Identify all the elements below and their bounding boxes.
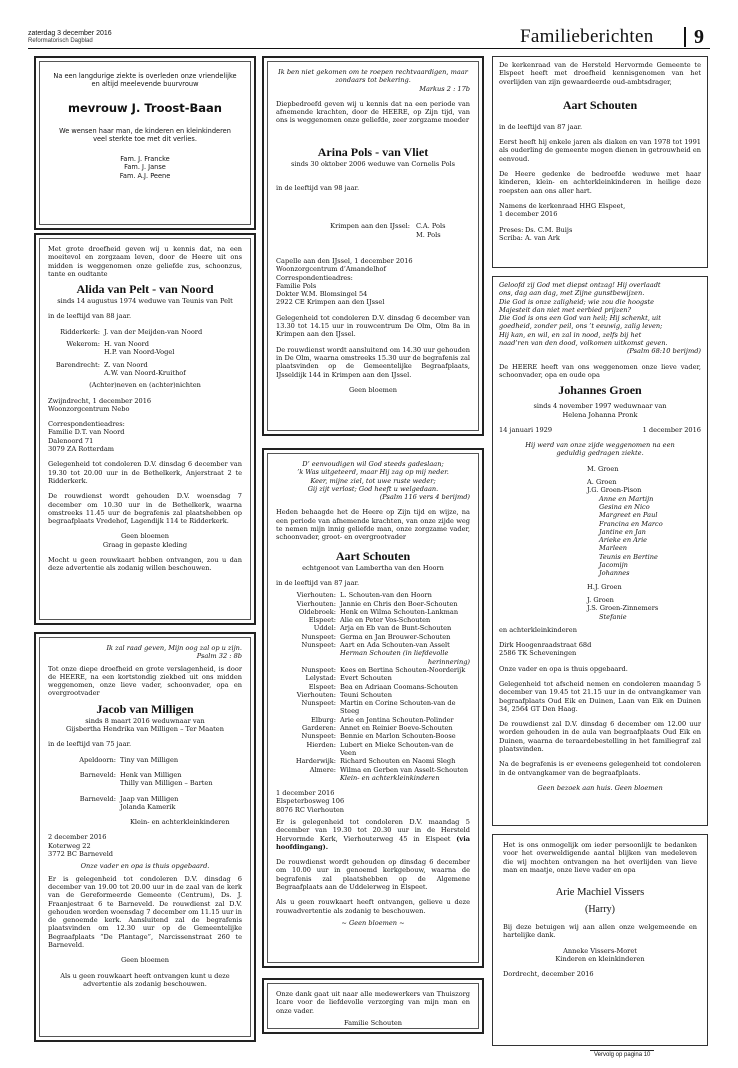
psalm-line: goedheid, zonder peil, ons ’t eeuwig, zalig leven;: [499, 322, 663, 331]
place-date: Zwijndrecht, 1 december 2016: [48, 396, 152, 405]
relative-row: [276, 591, 470, 599]
correspondence-line: Dokter W.M. Blomsingel 54: [276, 290, 368, 299]
notice-intro: Diepbedroefd geven wij u kennis dat na een periode van afnemende krachten, door de HEERE, op Zijn tijd, van ons is weggenomen onze geliefde, zeer zorgzame moeder: [276, 99, 470, 125]
deceased-name: Arina Pols - van Vliet: [317, 144, 429, 159]
correspondence-line: Dalenoord 71: [48, 436, 94, 445]
relative-place: [276, 649, 336, 657]
relative-place: Nunspeet:: [301, 732, 336, 741]
relative-row: [276, 732, 470, 740]
relatives-list: [499, 465, 701, 634]
page-number: 9: [694, 26, 704, 48]
card-note: Als u geen rouwkaart heeft ontvangen kunt u deze advertentie als zodanig beschouwen.: [60, 971, 230, 988]
family-member: Marleen: [599, 544, 627, 553]
psalm-line: Die God is onze zaligheid; wie zou die hoogste: [499, 297, 655, 306]
on-behalf-line: Namens de kerkenraad HHG Elspeet,: [499, 201, 626, 210]
bible-quote: Ik zal raad geven, Mijn oog zal op u zijn.: [106, 644, 242, 652]
deceased-subtitle: echtgenoot van Lambertha van den Hoorn: [302, 563, 444, 572]
relative-row: [48, 348, 242, 356]
relative-row: [276, 608, 470, 616]
signatory: Kinderen en kleinkinderen: [555, 955, 645, 964]
relative-place: [64, 803, 120, 811]
relative-place: Vierhouten:: [296, 690, 336, 699]
psalm-quote: [499, 281, 701, 347]
funeral-info: De rouwdienst wordt aansluitend om 14.30 uur gehouden in De Olm, waarna omstreeks 15.30 uur de begrafenis zal plaatsvinden op de Gemeentelijke Begraafplaats, IJsseldijk 144 in Krimpen aan den IJssel.: [276, 345, 470, 379]
correspondence-label: Correspondentieadres:: [48, 420, 125, 429]
relative-row: [48, 756, 242, 764]
condolence-info: Gelegenheid tot condoleren D.V. dinsdag 6 december van 13.30 tot 14.15 uur in rouwcentrum De Olm, Olm 8a in Krimpen aan den IJssel.: [276, 313, 470, 339]
relative-place: Barendrecht:: [55, 360, 100, 369]
notice-intro: De kerkenraad van de Hersteld Hervormde Gemeente te Elspeet heeft met droefheid kennisgenomen van het overlijden van zijn gewaardeerde oud-ambtsdrager,: [499, 61, 701, 86]
deceased-name: Jacob van Milligen: [96, 701, 194, 716]
relative-place: Uddel:: [313, 624, 336, 633]
extended-family: (Achter)neven en (achter)nichten: [89, 381, 201, 390]
family-member: J. Groen: [587, 595, 614, 604]
relative-name: Arie en Jentina Schouten-Polinder: [340, 715, 454, 724]
deceased-name: mevrouw J. Troost-Baan: [68, 100, 222, 115]
relative-place: Apeldoorn:: [79, 755, 116, 764]
relative-name: Aart en Ada Schouten-van Asselt: [340, 641, 450, 650]
family-member: Jantine en Jan: [599, 527, 646, 536]
no-flowers-note: ~ Geen bloemen ~: [341, 918, 405, 927]
relative-name: Jannie en Chris den Boer-Schouten: [340, 599, 458, 608]
address-line: 2586 TK Scheveningen: [499, 649, 577, 658]
officer-role: Scriba:: [499, 233, 523, 242]
relative-row: [276, 666, 470, 674]
service-text: Eerst heeft hij enkele jaren als diaken en van 1978 tot 1991 als ouderling de gemeente mogen dienen in getrouwheid en eenvoud.: [499, 138, 701, 163]
no-flowers-note: Geen bloemen: [120, 956, 170, 965]
relative-place: Lelystad:: [305, 674, 336, 683]
notice-intro: Heden behaagde het de Heere op Zijn tijd en wijze, na een periode van afnemende krachten, van onze zijde weg te nemen mijn innig geliefde man, onze zorgzame vader, schoonvader, groot- en overgrootvader: [276, 508, 470, 542]
relative-row: [276, 766, 470, 774]
relative-name: Henk en Wilma Schouten-Lankman: [340, 607, 459, 616]
deceased-subtitle: sinds 30 oktober 2006 weduwe van Cornelis Pols: [290, 159, 456, 168]
family-member: J.G. Groen-Pison: [587, 486, 642, 495]
dress-note: Graag in gepaste kleding: [102, 540, 188, 549]
psalm-line: Keer, mijne ziel, tot uwe ruste weder;: [310, 476, 436, 485]
relative-name: Henk van Milligen: [120, 770, 182, 779]
relative-row: [276, 741, 470, 758]
notice-intro: en altijd meelevende buurvrouw: [91, 80, 199, 89]
thanks-intro: Het is ons onmogelijk om ieder persoonlijk te bedanken voor het overweldigende aantal blijken van medeleven die wij mochten ontvangen na het overlijden van lieve man en maatje, onze lieve vader en opa: [503, 841, 697, 874]
quote-source: Psalm 32 : 8b: [196, 652, 242, 661]
residence: Woonzorgcentrum Nebo: [48, 404, 130, 413]
relative-place: Nunspeet:: [301, 641, 336, 650]
family-member: Margreet en Paul: [599, 511, 658, 520]
relative-row: [48, 328, 242, 336]
relative-place: [64, 779, 120, 787]
illness-note: geduldig gedragen ziekte.: [556, 449, 644, 458]
relative-name: herinnering): [427, 657, 470, 666]
family-member: J.S. Groen-Zinnemers: [587, 604, 659, 613]
correspondence-label: Correspondentieadres:: [276, 273, 353, 282]
relative-name: Jolanda Kamerik: [120, 802, 176, 811]
family-member: M. Groen: [587, 464, 619, 473]
relative-row: [48, 369, 242, 377]
relative-name: Z. van Noord: [104, 360, 148, 369]
family-member: Teunis en Bertine: [599, 552, 658, 561]
funeral-info: Er is gelegenheid tot condoleren D.V. dinsdag 6 december van 19.00 tot 20.00 uur in de zaal van de kerk van de Gereformeerde Gemeente (Centrum), Ds. J. Fraanjestraat 6 te Barneveld. De rouwdienst zal D.V. gehouden worden woensdag 7 december om 11.15 uur in de genoemde kerk. Aansluitend zal de begrafenis plaatsvinden om 12.30 uur op de Gemeentelijke Begraafplaats “De Plantage”, Narcissenstraat 260 te Barneveld.: [48, 874, 242, 950]
officer-role: Preses:: [499, 225, 524, 234]
relative-place: Nunspeet:: [301, 665, 336, 674]
life-dates: [499, 426, 701, 434]
relative-name: Klein- en achterkleinkinderen: [340, 773, 440, 782]
relative-name: Thilly van Milligen – Barten: [120, 779, 213, 788]
notice-intro: Na een langdurige ziekte is overleden onze vriendelijke: [53, 72, 237, 80]
condolence-info: Gelegenheid tot condoleren D.V. dinsdag 6 december van 19.30 tot 20.00 uur in de Bethelkerk, Anjerstraat 2 te Ridderkerk.: [48, 460, 242, 485]
bible-quote: Ik ben niet gekomen om te roepen rechtvaardigen, maar zondaars tot bekering.: [278, 68, 468, 85]
header-rule: [28, 48, 710, 49]
relative-place: Elburg:: [311, 715, 336, 724]
relative-name: Teuni Schouten: [340, 690, 392, 699]
relative-row: [48, 803, 242, 811]
relative-place: Hierden:: [306, 740, 336, 749]
notice-alida-van-pelt: [34, 233, 256, 625]
psalm-line: Geloofd zij God met diepst ontzag! Hij overlaadt: [499, 281, 661, 289]
relative-row: [276, 674, 470, 682]
correspondence-line: Familie Pols: [276, 281, 317, 290]
relative-row: [276, 724, 470, 732]
relative-place: Barneveld:: [79, 794, 116, 803]
deceased-nickname: (Harry): [585, 904, 615, 916]
age-line: in de leeftijd van 88 jaar.: [48, 312, 132, 321]
relative-place: [276, 774, 336, 782]
condolence-entrance: (via hoofdingang).: [276, 834, 470, 851]
notice-arina-pols: [262, 56, 484, 436]
officer-row: [499, 234, 701, 242]
notice-text: veel sterkte toe met dit verlies.: [93, 134, 197, 143]
deceased-subtitle: sinds 4 november 1997 weduwnaar van: [533, 402, 667, 411]
relative-row: [276, 699, 470, 716]
notice-jacob-van-milligen: [34, 632, 256, 1042]
notice-intro: De HEERE heeft van ons weggenomen onze lieve vader, schoonvader, opa en oude opa: [499, 362, 701, 379]
quote-source: (Psalm 68:10 berijmd): [626, 347, 701, 356]
age-line: in de leeftijd van 98 jaar.: [276, 184, 360, 193]
place-date: Capelle aan den IJssel, 1 december 2016: [276, 256, 413, 265]
officer-row: [499, 226, 701, 234]
family-member: Stefanie: [599, 612, 627, 621]
deceased-name: Alida van Pelt - van Noord: [76, 282, 214, 297]
deceased-name: Aart Schouten: [335, 548, 411, 563]
signatory: Anneke Vissers-Moret: [563, 946, 637, 955]
edition-date: zaterdag 3 december 2016: [28, 30, 112, 37]
signatory: Familie Schouten: [343, 1018, 403, 1027]
relative-name: Lubert en Mieke Schouten-van de Veen: [340, 740, 454, 757]
relatives-list: [276, 591, 470, 782]
address-line: Elspeterbosweg 106: [276, 797, 345, 806]
card-note: Als u geen rouwkaart heeft ontvangen, gelieve u deze rouwadvertentie als zodanig te beschouwen.: [276, 898, 470, 915]
quote-source: Markus 2 : 17b: [419, 84, 470, 93]
address-line: 3772 BC Barneveld: [48, 850, 114, 859]
relative-name: L. Schouten-van den Hoorn: [340, 591, 432, 600]
illness-note: Hij werd van onze zijde weggenomen na een: [525, 441, 675, 450]
relative-row: [276, 616, 470, 624]
relative-name: Tiny van Milligen: [120, 755, 179, 764]
family-member: Anne en Martijn: [599, 494, 654, 503]
birth-date: 14 januari 1929: [499, 425, 553, 434]
officer-name: Ds. C.M. Buijs: [525, 225, 573, 234]
relative-row: [276, 600, 470, 608]
psalm-line: Majesteit dan niet met eerbied prijzen?: [499, 305, 632, 314]
psalm-line: ons, dag aan dag, met Zijne gunstbewijzen.: [499, 289, 645, 298]
relative-name: Herman Schouten (in liefdevolle: [340, 649, 449, 658]
relative-row: [48, 361, 242, 369]
relative-name: M. Pols: [416, 230, 441, 239]
relatives-list: [48, 328, 242, 377]
laid-out-note: Onze vader en opa is thuis opgebaard.: [80, 862, 210, 871]
officer-name: A. van Ark: [525, 233, 560, 242]
psalm-line: ’k Was uitgeteerd, maar Hij zag op mij neder.: [297, 468, 449, 477]
family-member: Jacomijn: [599, 561, 628, 570]
notice-intro: Tot onze diepe droefheid en grote verslagenheid, is door de HEERE, na een kortstondig ziekbed uit ons midden weggenomen, onze lieve vader, schoonvader, opa en overgrootvader: [48, 664, 242, 698]
relative-row: [276, 624, 470, 632]
psalm-line: Hij kan, en wil, en zal in nood, zelfs bij het: [499, 330, 642, 339]
deceased-subtitle: Helena Johanna Pronk: [562, 410, 638, 419]
family-member: Gesina en Nico: [599, 502, 650, 511]
psalm-line: D’ eenvoudigen wil God steeds gadeslaan;: [302, 460, 444, 468]
relative-name: Bea en Adriaan Coomans-Schouten: [340, 682, 458, 691]
relative-row: [276, 774, 470, 782]
newspaper-name: Reformatorisch Dagblad: [28, 38, 93, 44]
condolence-info: [276, 818, 470, 851]
relative-place: Nunspeet:: [301, 699, 336, 708]
date-line: 1 december 2016: [276, 789, 335, 798]
psalm-line: Gij zijt verlost; God heeft u welgedaan.: [307, 484, 439, 493]
relative-place: Garderen:: [302, 724, 336, 733]
funeral-info: De rouwdienst wordt gehouden D.V. woensdag 7 december om 10.30 uur in de Bethelkerk, waarna omstreeks 11.45 uur de begrafenis zal plaatshebben op begraafplaats Vredehof, Lagendijk 114 te Ridderkerk.: [48, 492, 242, 526]
relative-name: Annet en Reinier Boeve-Schouten: [340, 724, 453, 733]
relative-row: [276, 231, 470, 239]
relative-name: Jaap van Milligen: [120, 794, 179, 803]
notice-thanks-thuiszorg: [262, 978, 484, 1034]
relative-row: [48, 795, 242, 803]
address-line: Dirk Hoogenraadstraat 68d: [499, 641, 592, 650]
relative-place: [48, 369, 104, 377]
relative-name: Bennie en Marlon Schouten-Boose: [340, 732, 456, 741]
deceased-subtitle: sinds 14 augustus 1974 weduwe van Teunis van Pelt: [57, 297, 233, 306]
relative-name: Germa en Jan Brouwer-Schouten: [340, 632, 451, 641]
deceased-subtitle: sinds 8 maart 2016 weduwnaar van: [85, 716, 205, 725]
death-date: 1 december 2016: [642, 425, 701, 434]
deceased-name: Johannes Groen: [558, 383, 642, 398]
after-funeral-note: Na de begrafenis is er eveneens gelegenheid tot condoleren in de ontvangkamer van de begraafplaats.: [499, 760, 701, 777]
grandchildren-line: Klein- en achterkleinkinderen: [130, 818, 230, 827]
quote-source: (Psalm 116 vers 4 berijmd): [379, 493, 470, 502]
continued-on-page[interactable]: Vervolg op pagina 10: [590, 1050, 654, 1059]
laid-out-note: Onze vader en opa is thuis opgebaard.: [499, 664, 628, 673]
blessing-text: De Heere gedenke de bedroefde weduwe met haar kinderen, klein- en achterkleinkinderen in heilige deze roepsten aan ons aller hart.: [499, 170, 701, 195]
signatory: Fam. A.J. Peene: [119, 171, 171, 180]
relative-place: Krimpen aan den IJssel:: [330, 222, 410, 231]
condolence-info: Gelegenheid tot afscheid nemen en condoleren maandag 5 december van 19.45 tot 21.15 uur in de ontvangkamer van begraafplaats Oud Eik en Duinen, Laan van Eik en Duinen 34, 2564 GT Den Haag.: [499, 679, 701, 713]
no-flowers-note: Geen bloemen: [120, 532, 170, 541]
relative-place: Ridderkerk:: [60, 327, 100, 336]
relative-row: [276, 757, 470, 765]
relative-name: J. van der Meijden-van Noord: [104, 327, 203, 336]
relative-place: Vierhouten:: [296, 599, 336, 608]
relative-row: [276, 641, 470, 649]
notice-intro: Met grote droefheid geven wij u kennis dat, na een moeitevol en zorgzaam leven, door de Heere uit ons midden is weggenomen onze geliefde zus, schoonzus, tante en oudtante: [48, 245, 242, 278]
thanks-text: Bij deze betuigen wij aan allen onze welgemeende en hartelijke dank.: [503, 923, 697, 940]
age-line: in de leeftijd van 87 jaar.: [499, 122, 583, 131]
relative-name: H. van Noord: [104, 340, 150, 349]
relative-row: [48, 779, 242, 787]
age-line: in de leeftijd van 87 jaar.: [276, 578, 360, 587]
family-member: A. Groen: [587, 478, 617, 487]
relative-name: Evert Schouten: [340, 674, 392, 683]
family-member: en achterkleinkinderen: [499, 625, 577, 634]
relative-name: Martin en Corine Schouten-van de Steeg: [340, 699, 456, 716]
condolence-text: Er is gelegenheid tot condoleren D.V. maandag 5 december van 19.30 tot 20.30 uur in de Hersteld Hervormde Kerk, Vierhouterweg 45 in Elspeet: [276, 817, 470, 843]
residence: Woonzorgcentrum d’Amandelhof: [276, 265, 386, 274]
deceased-name: Aart Schouten: [562, 97, 638, 112]
relative-name: Wilma en Gerben van Asselt-Schouten: [340, 765, 469, 774]
relative-row: [276, 716, 470, 724]
correspondence-line: 3079 ZA Rotterdam: [48, 445, 115, 454]
relative-place: [276, 658, 336, 666]
relative-name: H.P. van Noord-Vogel: [104, 348, 175, 357]
funeral-info: De rouwdienst wordt gehouden op dinsdag 6 december om 10.00 uur in genoemd kerkgebouw, waarna de begrafenis zal plaatshebben op de Algemene Begraafplaats aan de Uddelerweg in Elspeet.: [276, 858, 470, 892]
family-member: Francina en Marco: [599, 519, 663, 528]
notice-text: We wensen haar man, de kinderen en kleinkinderen: [59, 126, 231, 135]
relative-row: [48, 340, 242, 348]
psalm-line: naad’ren van den dood, volkomen uitkomst geven.: [499, 339, 668, 348]
relative-place: Elspeet:: [308, 682, 336, 691]
correspondence-line: Familie D.T. van Noord: [48, 428, 125, 437]
age-line: in de leeftijd van 75 jaar.: [48, 740, 132, 749]
relative-place: Elspeet:: [308, 616, 336, 625]
signatory: Fam. J. Janse: [124, 163, 166, 172]
relative-name: A.W. van Noord-Kruithof: [104, 368, 186, 377]
family-member: Johannes: [599, 569, 630, 578]
funeral-info: De rouwdienst zal D.V. dinsdag 6 december om 12.00 uur worden gehouden in de aula van begraafplaats Oud Eik en Duinen, waarna de teraardebestelling in het familiegraf zal plaatsvinden.: [499, 720, 701, 754]
relative-place: Harderwijk:: [295, 757, 336, 766]
address-line: 8076 RC Vierhouten: [276, 805, 345, 814]
relative-name: C.A. Pols: [416, 222, 446, 231]
notice-johannes-groen: [492, 276, 708, 826]
date-line: 2 december 2016: [48, 833, 107, 842]
relative-name: Richard Schouten en Naomi Slegh: [340, 757, 456, 766]
notice-aart-schouten-family: [262, 448, 484, 968]
relative-row: [276, 649, 470, 657]
thanks-text: Onze dank gaat uit naar alle medewerkers van Thuiszorg Icare voor de liefdevolle verzorging van mijn man en onze vader.: [276, 990, 470, 1015]
relative-place: Almere:: [309, 765, 336, 774]
deceased-subtitle: Gijsbertha Hendrika van Milligen – Ter Maaten: [66, 725, 224, 734]
deceased-name: Arie Machiel Vissers: [555, 887, 645, 899]
relative-place: [48, 348, 104, 356]
relative-name: Alie en Peter Vos-Schouten: [340, 616, 431, 625]
relative-place: Wekerom:: [66, 340, 100, 349]
relative-row: [276, 691, 470, 699]
place-date: Dordrecht, december 2016: [503, 970, 594, 979]
relative-row: [48, 771, 242, 779]
psalm-line: Die God is ons een God van heil; Hij schenkt, uit: [499, 314, 661, 323]
relative-name: Kees en Bertina Schouten-Noorderijk: [340, 665, 466, 674]
family-member: H.J. Groen: [587, 582, 622, 591]
no-visit-note: Geen bezoek aan huis. Geen bloemen: [537, 783, 663, 792]
no-flowers-note: Geen bloemen: [348, 385, 398, 394]
notice-arie-vissers-thanks: [492, 834, 708, 1046]
relative-row: [276, 222, 470, 230]
relative-place: Nunspeet:: [301, 632, 336, 641]
header-separator: [684, 27, 686, 47]
notice-aart-schouten-church: [492, 56, 708, 268]
correspondence-line: 2922 CE Krimpen aan den IJssel: [276, 298, 385, 307]
address-line: Koterweg 22: [48, 841, 91, 850]
card-note: Mocht u geen rouwkaart hebben ontvangen, zou u dan deze advertentie als zodanig willen beschouwen.: [48, 556, 242, 573]
relative-place: Oldebroek:: [298, 607, 336, 616]
relative-name: Arja en Eb van de Bunt-Schouten: [340, 624, 452, 633]
section-title: Familieberichten: [520, 26, 654, 47]
relative-row: [276, 658, 470, 666]
relative-row: [276, 683, 470, 691]
signatory: Fam. J. Francke: [120, 155, 170, 164]
relative-row: [276, 633, 470, 641]
notice-troost-baan: [34, 56, 256, 230]
date-line: 1 december 2016: [499, 210, 558, 219]
family-member: Arieke en Arie: [599, 536, 648, 545]
relative-place: Vierhouten:: [296, 591, 336, 600]
relative-place: Barneveld:: [79, 770, 116, 779]
